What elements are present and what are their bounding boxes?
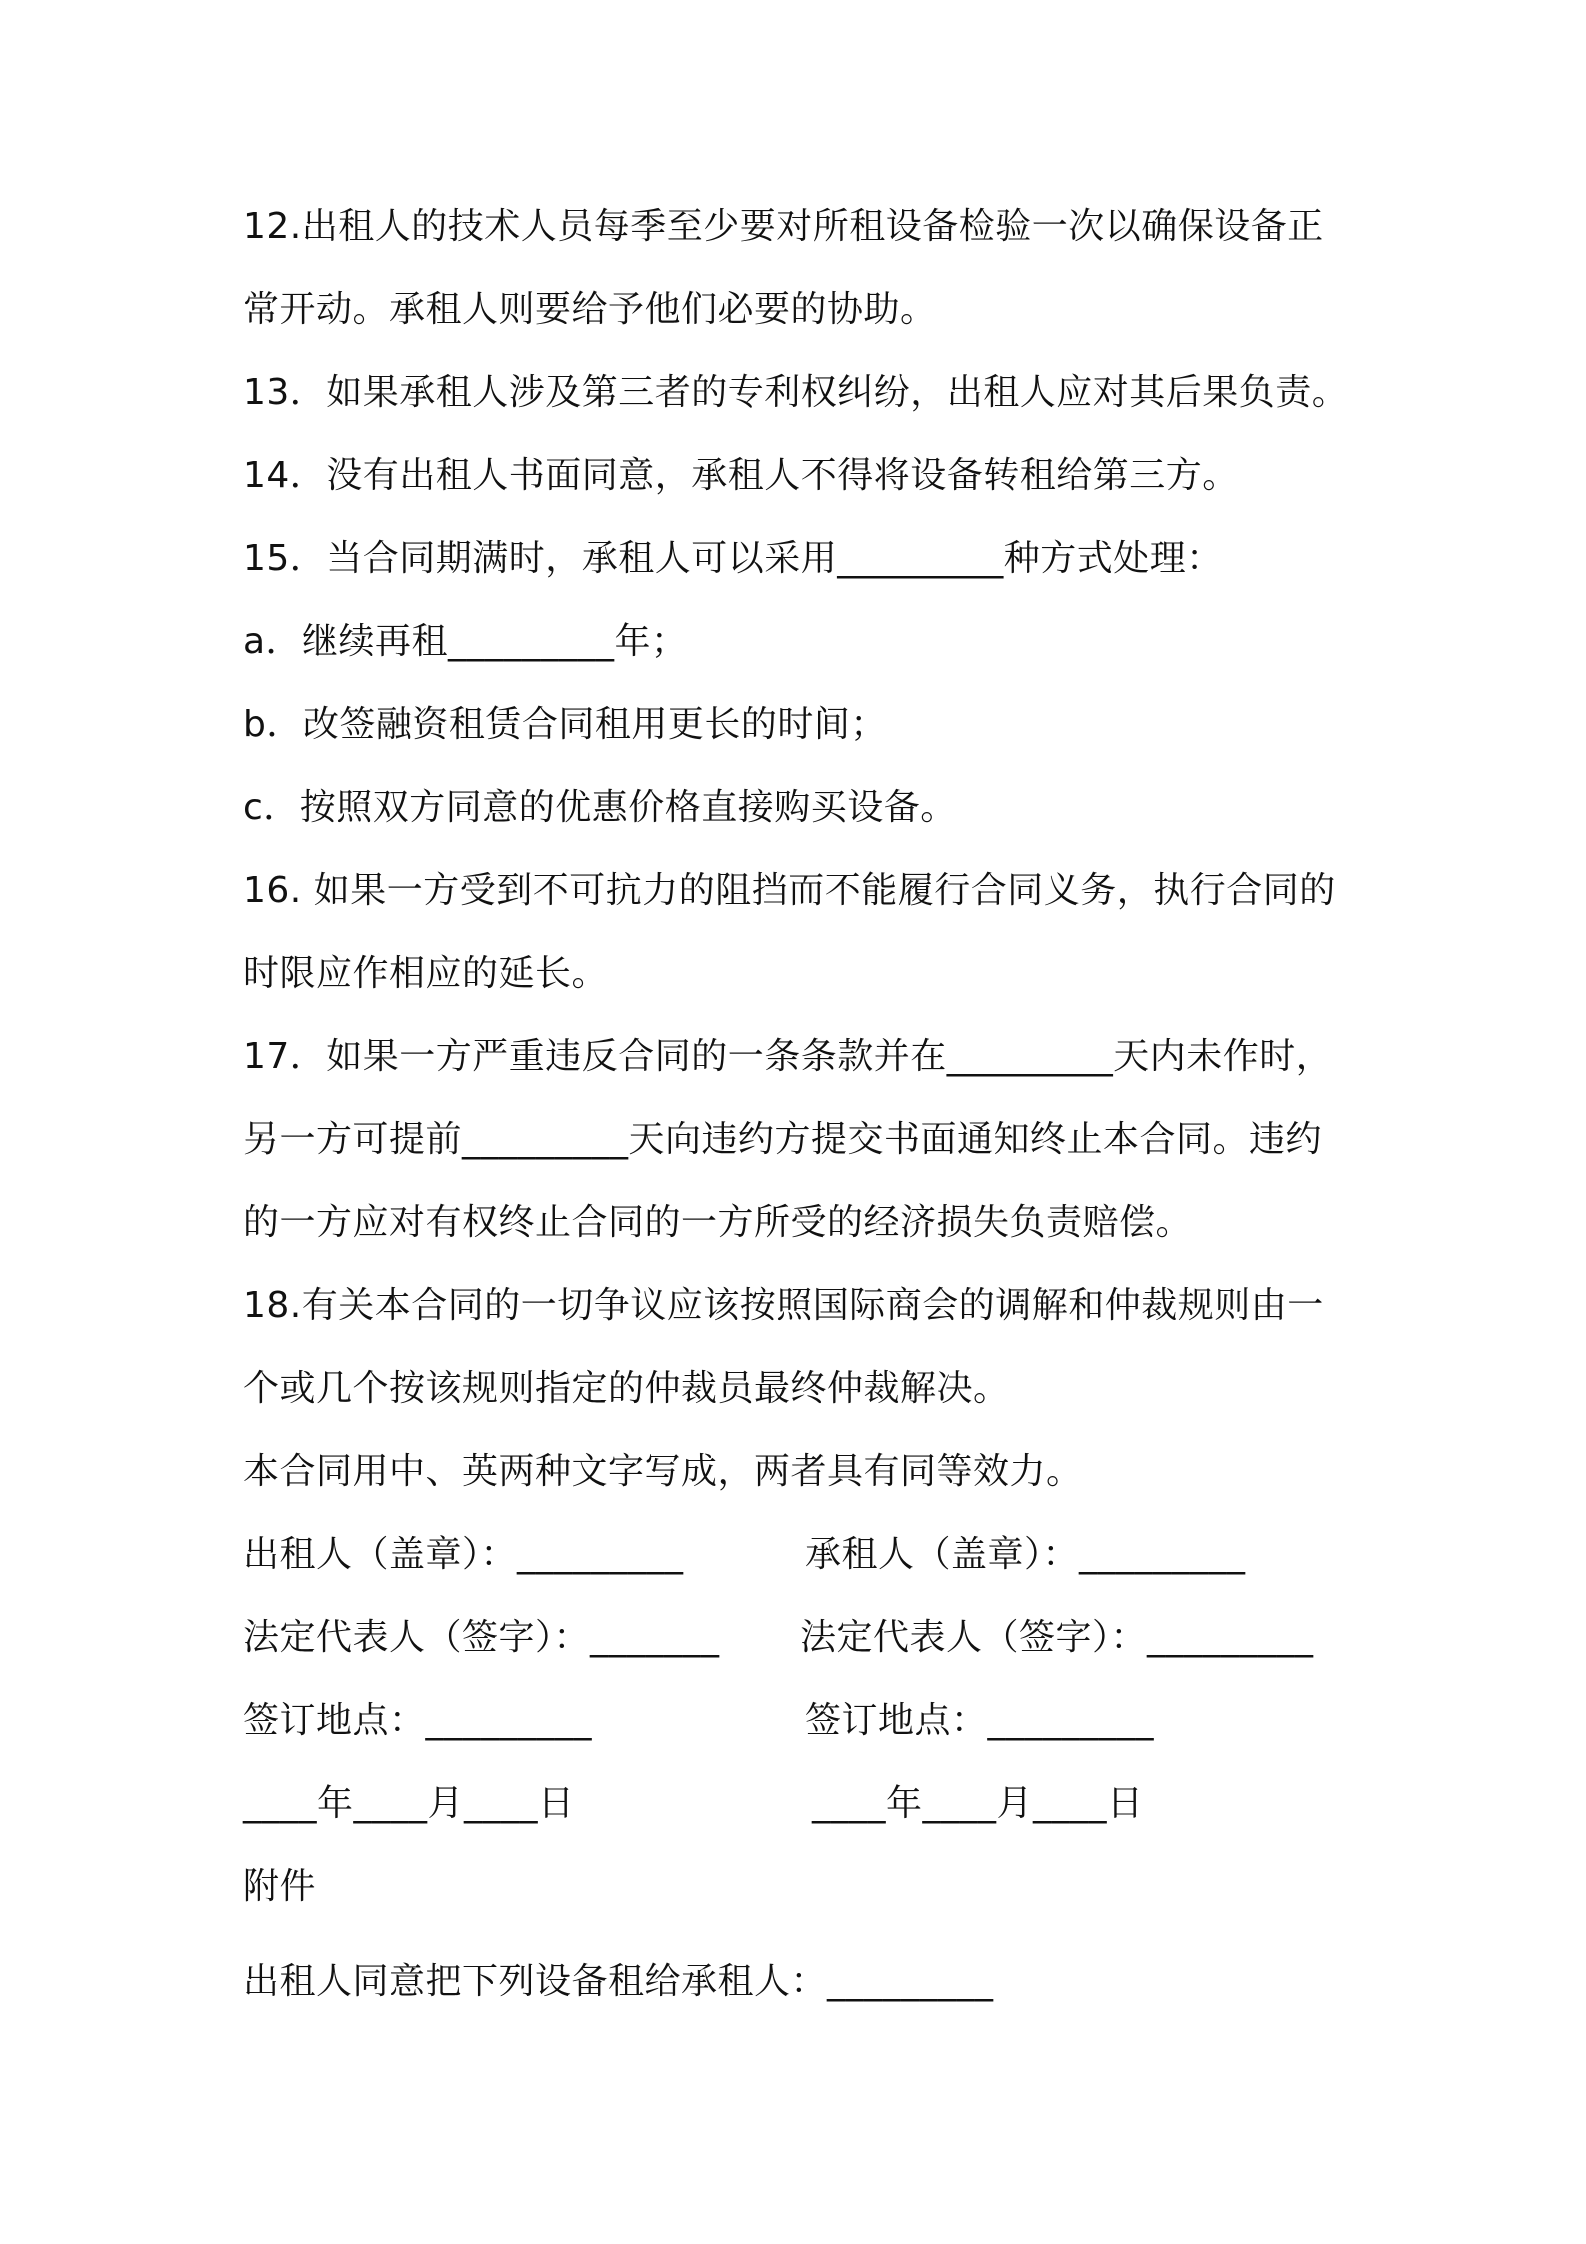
clause-18-line-2: 个或几个按该规则指定的仲裁员最终仲裁解决。: [243, 1368, 1010, 1409]
clause-17-line-3: 的一方应对有权终止合同的一方所受的经济损失负责赔偿。: [243, 1202, 1193, 1243]
clause-17-line-1: 17．如果一方严重违反合同的一条条款并在_________天内未作时，: [243, 1036, 1333, 1077]
clause-16-line-1: 16. 如果一方受到不可抗力的阻挡而不能履行合同义务，执行合同的: [243, 870, 1336, 911]
lessee-seal-field: 承租人（盖章）：_________: [805, 1534, 1246, 1575]
lessor-representative-field: 法定代表人（签字）：_______: [243, 1617, 720, 1658]
appendix-text: 出租人同意把下列设备租给承租人：_________: [243, 1961, 994, 2002]
clause-12-line-2: 常开动。承租人则要给予他们必要的协助。: [243, 289, 937, 330]
clause-16-line-2: 时限应作相应的延长。: [243, 953, 609, 994]
clause-15-a: a．继续再租_________年；: [243, 621, 688, 662]
lessor-place-field: 签订地点：_________: [243, 1700, 593, 1741]
clause-15: 15．当合同期满时，承租人可以采用_________种方式处理：: [243, 538, 1223, 579]
lessee-place-field: 签订地点：_________: [805, 1700, 1155, 1741]
lessee-representative-field: 法定代表人（签字）：_________: [800, 1617, 1314, 1658]
clause-12-line-1: 12.出租人的技术人员每季至少要对所租设备检验一次以确保设备正: [243, 206, 1324, 247]
lessee-date-field: ____年____月____日: [812, 1783, 1144, 1824]
appendix-title: 附件: [243, 1866, 317, 1907]
clause-15-b: b．改签融资租赁合同租用更长的时间；: [243, 704, 887, 745]
clause-14: 14．没有出租人书面同意，承租人不得将设备转租给第三方。: [243, 455, 1239, 496]
language-clause: 本合同用中、英两种文字写成，两者具有同等效力。: [243, 1451, 1083, 1492]
clause-18-line-1: 18.有关本合同的一切争议应该按照国际商会的调解和仲裁规则由一: [243, 1285, 1324, 1326]
clause-15-c: c．按照双方同意的优惠价格直接购买设备。: [243, 787, 957, 828]
lessor-date-field: ____年____月____日: [243, 1783, 575, 1824]
clause-17-line-2: 另一方可提前_________天向违约方提交书面通知终止本合同。违约: [243, 1119, 1323, 1160]
lessor-seal-field: 出租人（盖章）：_________: [243, 1534, 684, 1575]
clause-13: 13．如果承租人涉及第三者的专利权纠纷，出租人应对其后果负责。: [243, 372, 1349, 413]
